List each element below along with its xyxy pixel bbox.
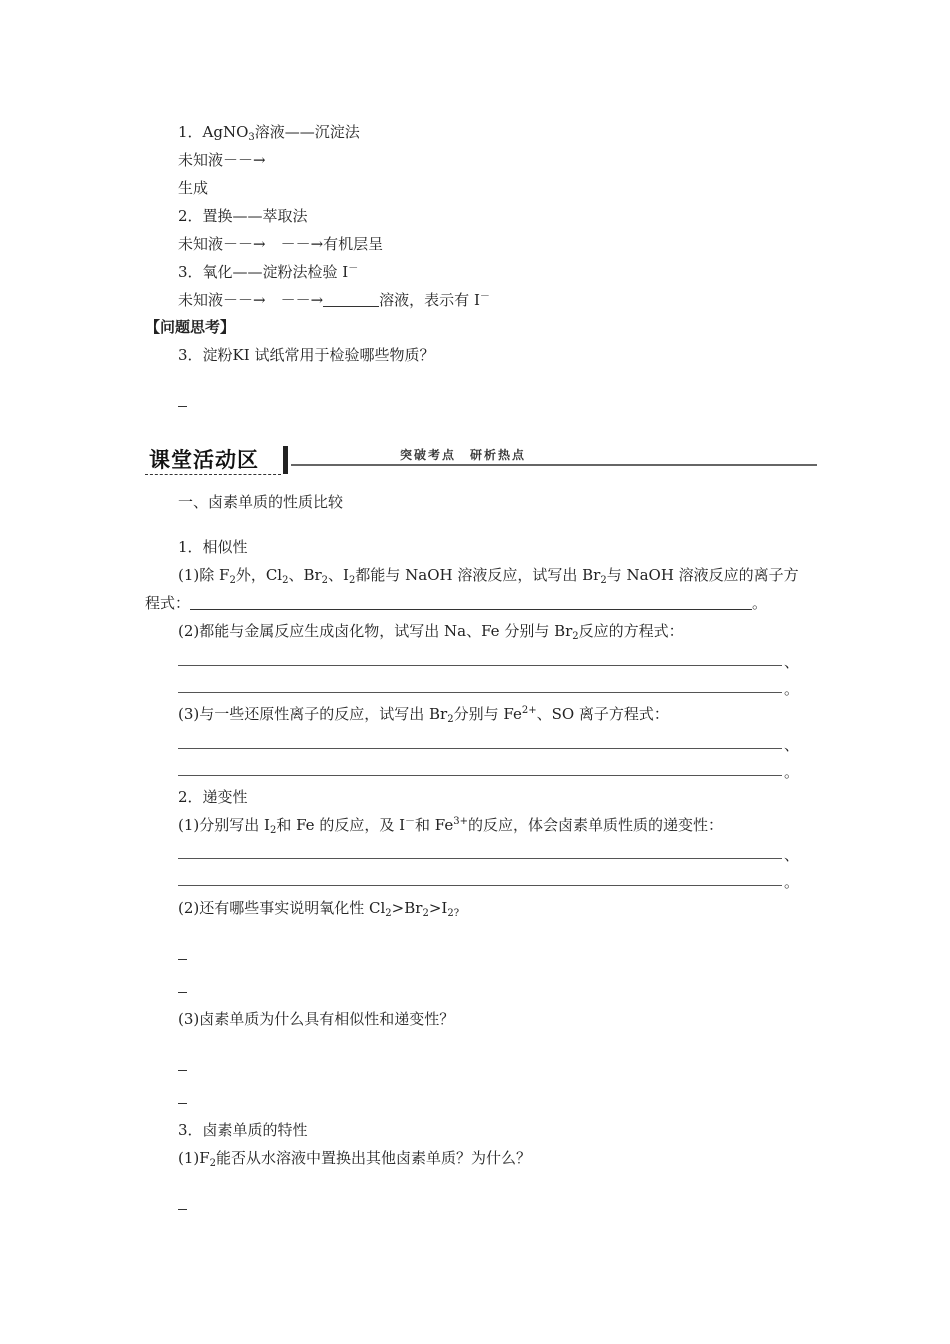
answer-mark: [178, 992, 187, 993]
answer-mark: [178, 959, 187, 960]
gradation-item-2: (2)还有哪些事实说明氧化性 $Cl_2>Br_2>I_{2?}$: [178, 899, 460, 919]
period-mark: 。: [784, 873, 800, 891]
answer-line: [178, 748, 782, 749]
comma-mark: 、: [784, 846, 800, 864]
problem-thinking-label: 【问题思考】: [145, 318, 236, 336]
method-3-line-2: 未知液－－→ －－→ 溶液，表示有 I－: [178, 291, 490, 309]
special-item-1: $(1)F_2$能否从水溶液中置换出其他卤素单质？为什么？: [178, 1149, 532, 1169]
section-heading: 一、卤素单质的性质比较: [178, 493, 344, 511]
answer-line: [190, 595, 752, 610]
answer-line: [178, 885, 782, 886]
answer-mark: [178, 1103, 187, 1104]
answer-line: [178, 858, 782, 859]
fill-blank: [323, 292, 379, 307]
gradation-heading: 2．递变性: [178, 788, 248, 806]
banner-underline: [145, 474, 281, 475]
gradation-item-3: (3)卤素单质为什么具有相似性和递变性？: [178, 1010, 455, 1028]
method-1-line-2: 未知液－－→: [178, 151, 266, 169]
comma-mark: 、: [784, 653, 800, 671]
comma-mark: 、: [784, 736, 800, 754]
similarity-item-1-cont: 程式： 。: [145, 594, 768, 612]
period-mark: 。: [784, 680, 800, 698]
section-banner: [145, 442, 817, 478]
banner-title: 课堂活动区: [149, 448, 259, 472]
banner-bar: [283, 446, 288, 474]
method-1-title: 1．AgNO$_3$溶液——沉淀法: [178, 123, 360, 143]
gradation-item-1: (1)分别写出 $I_2$和 Fe 的反应，及 I－和 $Fe^{3+}$的反应，体会卤素单质性质的递变性：: [178, 816, 724, 836]
period-mark: 。: [784, 763, 800, 781]
special-heading: 3．卤素单质的特性: [178, 1121, 308, 1139]
answer-mark: [178, 1070, 187, 1071]
answer-line: [178, 692, 782, 693]
method-2-title: 2．置换——萃取法: [178, 207, 308, 225]
question-3: 3．淀粉KI 试纸常用于检验哪些物质？: [178, 346, 435, 364]
similarity-item-1: (1)除 $F_2$外，$Cl_2$、$Br_2$、$I_2$都能与 NaOH 溶液反应，试写出 $Br_2$与 NaOH 溶液反应的离子方: [178, 566, 799, 586]
method-3-title: 3．氧化——淀粉法检验 I－: [178, 263, 359, 281]
similarity-item-2: (2)都能与金属反应生成卤化物，试写出 Na、Fe 分别与 $Br_2$反应的方程式：: [178, 622, 684, 642]
method-2-line-2: 未知液－－→ －－→有机层呈: [178, 235, 384, 253]
answer-line: [178, 665, 782, 666]
answer-mark: [178, 1209, 187, 1210]
similarity-heading: 1．相似性: [178, 538, 248, 556]
method-1-line-3: 生成: [178, 179, 209, 197]
answer-mark: [178, 406, 187, 407]
banner-subtitle: 突破考点 研析热点: [400, 448, 527, 462]
banner-rule: [291, 464, 817, 466]
similarity-item-3: (3)与一些还原性离子的反应，试写出 $Br_2$分别与 $Fe^{2+}$、SO 离子方程式：: [178, 705, 669, 725]
answer-line: [178, 775, 782, 776]
